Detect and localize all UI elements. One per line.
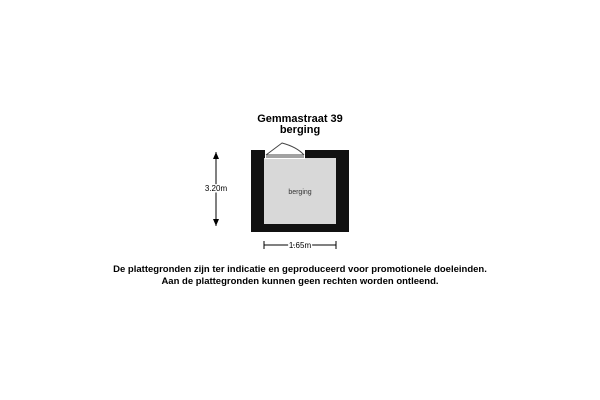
width-dimension-label: 1.65m [288, 241, 312, 250]
floor-label: berging [279, 124, 321, 136]
room-label: berging [288, 189, 312, 196]
disclaimer-line-1: De plattegronden zijn ter indicatie en geproduceerd voor promotionele doeleinden. [113, 264, 487, 275]
height-dimension-label: 3.20m [204, 184, 228, 193]
disclaimer-line-2: Aan de plattegronden kunnen geen rechten worden ontleend. [161, 276, 439, 287]
plan-address: Gemmastraat 39 [257, 113, 343, 125]
